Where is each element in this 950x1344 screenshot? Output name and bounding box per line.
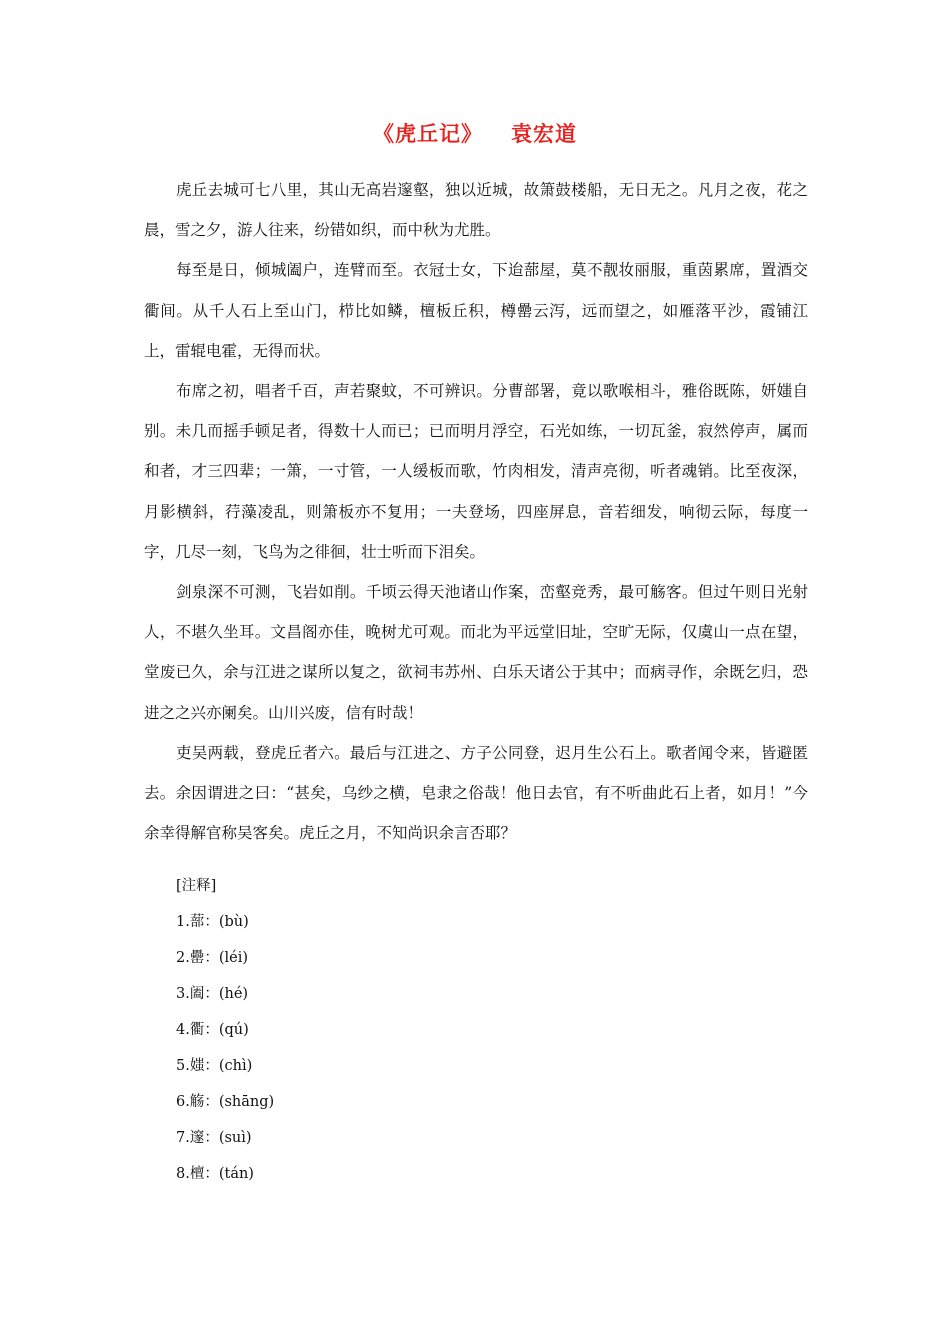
note-item: 6.觞：(shāng) bbox=[176, 1094, 275, 1110]
paragraph: 布席之初，唱者千百，声若聚蚊，不可辨识。分曹部署，竟以歌喉相斗，雅俗既陈，妍媸自别。未几而摇手顿足者，得数十人而已；已而明月浮空，石光如练，一切瓦釜，寂然停声，属而和者，才三四辈；一箫，一寸管，一人缓板而歌，竹肉相发，清声亮彻，听者魂销。比至夜深，月影横斜，荇藻凌乱，则箫板亦不复用；一夫登场，四座屏息，音若细发，响彻云际，每度一字，几尽一刻，飞鸟为之徘徊，壮士听而下泪矣。 bbox=[144, 382, 808, 561]
notes-section bbox=[176, 868, 274, 1192]
note-item: 2.罍：(léi) bbox=[176, 950, 249, 966]
paragraph: 剑泉深不可测，飞岩如削。千顷云得天池诸山作案，峦壑竞秀，最可觞客。但过午则日光射人，不堪久坐耳。文昌阁亦佳，晚树尤可观。而北为平远堂旧址，空旷无际，仅虞山一点在望，堂废已久，余与江进之谋所以复之，欲祠韦苏州、白乐天诸公于其中；而病寻作，余既乞归，恐进之之兴亦阑矣。山川兴废，信有时哉！ bbox=[144, 583, 808, 722]
note-item: 7.邃：(suì) bbox=[176, 1130, 252, 1146]
notes-heading: [注释] bbox=[176, 878, 217, 894]
paragraph: 每至是日，倾城阖户，连臂而至。衣冠士女，下迨蔀屋，莫不靓妆丽服，重茵累席，置酒交衢间。从千人石上至山门，栉比如鳞，檀板丘积，樽罍云泻，远而望之，如雁落平沙，霞铺江上，雷辊电霍，无得而状。 bbox=[144, 261, 808, 360]
document-title bbox=[0, 118, 950, 148]
note-item: 8.檀：(tán) bbox=[176, 1166, 254, 1182]
note-item: 4.衢：(qú) bbox=[176, 1022, 249, 1038]
note-item: 5.媸：(chì) bbox=[176, 1058, 253, 1074]
title-work: 《虎丘记》 bbox=[373, 122, 483, 146]
paragraph: 虎丘去城可七八里，其山无高岩邃壑，独以近城，故箫鼓楼船，无日无之。凡月之夜，花之晨，雪之夕，游人往来，纷错如织，而中秋为尤胜。 bbox=[144, 181, 808, 240]
paragraph: 吏吴两载，登虎丘者六。最后与江进之、方子公同登，迟月生公石上。歌者闻令来，皆避匿去。余因谓进之曰：“甚矣，乌纱之横，皂隶之俗哉！他日去官，有不听曲此石上者，如月！”今余幸得解官称吴客矣。虎丘之月，不知尚识余言否耶？ bbox=[144, 743, 808, 843]
note-item: 3.阖：(hé) bbox=[176, 986, 249, 1002]
note-item: 1.蔀：(bù) bbox=[176, 914, 249, 930]
title-author: 袁宏道 bbox=[511, 122, 577, 146]
body-text bbox=[144, 170, 808, 853]
